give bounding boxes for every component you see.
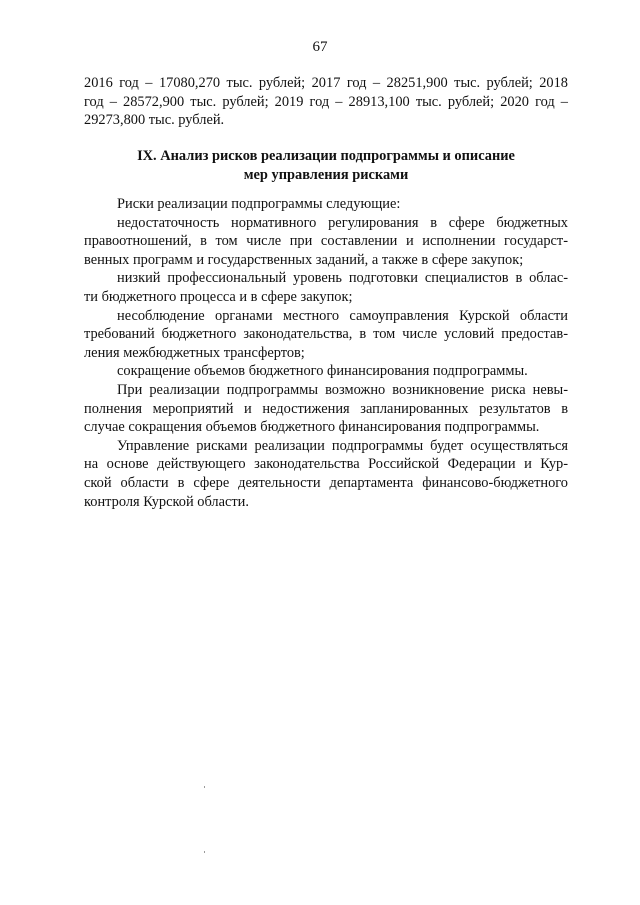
intro-line: 29273,800 тыс. рублей.: [84, 112, 225, 129]
body-line: контроля Курской области.: [84, 493, 249, 510]
body-line: ской области в сфере деятельности департамента финансово-бюджетного: [84, 474, 568, 491]
body-line: требований бюджетного законодательства, в том числе условий предостав-: [84, 326, 568, 343]
body-line: полнения мероприятий и недостижения запланированных результатов в: [84, 400, 568, 417]
section-heading-line: мер управления рисками: [243, 166, 409, 183]
body-line: недостаточность нормативного регулирования в сфере бюджетных: [117, 214, 568, 231]
body-line: несоблюдение органами местного самоуправления Курской области: [117, 307, 568, 324]
body-line: правоотношений, в том числе при составлении и исполнении государст-: [84, 233, 568, 250]
scan-speck: [204, 851, 205, 853]
body-line: случае сокращения объемов бюджетного финансирования подпрограммы.: [84, 419, 540, 436]
body-line: ти бюджетного процесса и в сфере закупок;: [84, 288, 353, 305]
body-line: Управление рисками реализации подпрограммы будет осуществляться: [117, 437, 568, 454]
body-line: ления межбюджетных трансфертов;: [84, 344, 305, 361]
section-heading-line: IX. Анализ рисков реализации подпрограммы и описание: [137, 148, 515, 164]
body-line: сокращение объемов бюджетного финансирования подпрограммы.: [117, 363, 528, 380]
body-line: При реализации подпрограммы возможно возникновение риска невы-: [117, 381, 568, 398]
scan-speck: [204, 786, 205, 788]
intro-line: 2016 год – 17080,270 тыс. рублей; 2017 год – 28251,900 тыс. рублей; 2018: [84, 75, 568, 91]
section-body: [84, 195, 568, 511]
body-line: венных программ и государственных заданий, а также в сфере закупок;: [84, 251, 524, 268]
body-line: Риски реализации подпрограммы следующие:: [117, 196, 401, 212]
intro-line: год – 28572,900 тыс. рублей; 2019 год – 28913,100 тыс. рублей; 2020 год –: [84, 93, 568, 110]
body-line: на основе действующего законодательства Российской Федерации и Кур-: [84, 456, 568, 473]
intro-paragraph: [84, 74, 568, 130]
body-line: низкий профессиональный уровень подготовки специалистов в облас-: [117, 270, 568, 287]
section-heading: [84, 147, 568, 184]
page-number: 67: [312, 39, 328, 55]
